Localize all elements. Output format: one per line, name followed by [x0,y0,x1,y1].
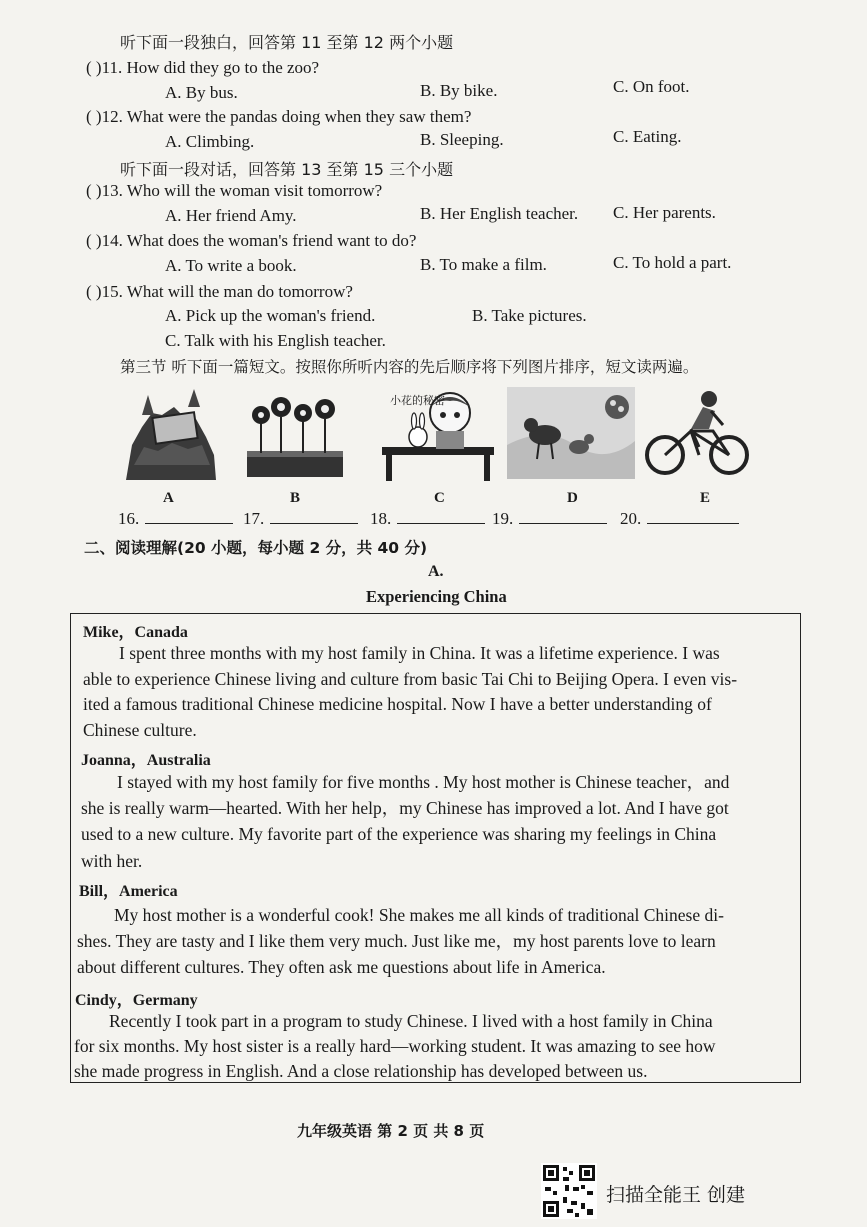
answer-blank-16[interactable] [118,509,233,529]
option-a: A. Her friend Amy. [165,206,297,225]
blank-number: 18. [370,509,392,528]
entry-cindy-line-3: she made progress in English. And a close relationship has developed between us. [74,1061,648,1081]
instruction-11-12: 听下面一段独白，回答第 11 至第 12 两个小题 [120,33,454,52]
entry-joanna-line-2: she is really warm—hearted. With her help，my Chinese has improved a lot. And I have got [81,798,729,818]
qr-code-icon [541,1163,597,1219]
entry-joanna-line-1: I stayed with my host family for five months . My host mother is Chinese teacher，and [117,772,730,792]
picture-b-flowers [243,385,348,485]
picture-d-animals [505,385,637,485]
question-text: What were the pandas doing when they saw them? [126,107,472,126]
question-number: ( )13. [86,181,123,200]
entry-mike-line-1: I spent three months with my host family in China. It was a lifetime experience. I was [119,643,720,663]
question-15 [86,282,353,302]
option-c: C. Talk with his English teacher. [165,331,386,350]
blank-number: 17. [243,509,265,528]
entry-joanna-line-4: with her. [81,851,143,871]
question-number: ( )11. [86,58,123,77]
option-b: B. By bike. [420,81,498,100]
option-c: C. Her parents. [613,203,716,222]
question-13 [86,181,382,201]
picture-b-label: B [290,490,301,506]
question-text: What will the man do tomorrow? [126,282,353,301]
option-b: B. Sleeping. [420,130,504,149]
picture-c-caption: 小花的秘密 [390,394,445,407]
section3-instruction: 第三节 听下面一篇短文。按照你所听内容的先后顺序将下列图片排序，短文读两遍。 [120,358,699,376]
option-b: B. Take pictures. [472,306,587,325]
option-a: A. By bus. [165,83,238,102]
entry-bill-line-3: about different cultures. They often ask me questions about life in America. [77,957,606,977]
answer-blank-17[interactable] [243,509,358,529]
question-number: ( )12. [86,107,123,126]
entry-cindy-line-1: Recently I took part in a program to study Chinese. I lived with a host family in China [109,1011,713,1031]
entry-mike-line-2: able to experience Chinese living and culture from basic Tai Chi to Beijing Opera. I even vis- [83,669,738,689]
scanner-watermark: 扫描全能王 创建 [606,1184,746,1206]
option-a: A. Climbing. [165,132,255,151]
question-14 [86,231,416,251]
picture-c-label: C [434,490,445,506]
option-a: A. Pick up the woman's friend. [165,306,376,325]
entry-mike-line-4: Chinese culture. [83,720,197,740]
blank-number: 19. [492,509,514,528]
option-b: B. Her English teacher. [420,204,579,223]
blank-line [270,509,358,524]
question-12 [86,107,471,127]
option-c: C. On foot. [613,77,690,96]
entry-name-mike: Mike，Canada [83,624,188,641]
passage-title: Experiencing China [366,587,507,606]
question-11 [86,58,319,78]
picture-e-label: E [700,490,711,506]
question-number: ( )14. [86,231,123,250]
blank-line [145,509,233,524]
entry-cindy-line-2: for six months. My host sister is a really hard—working student. It was amazing to see how [74,1036,716,1056]
option-b: B. To make a film. [420,255,547,274]
answer-blank-18[interactable] [370,509,485,529]
passage-box [70,613,801,1083]
blank-line [397,509,485,524]
picture-e-cyclist [643,385,753,485]
entry-joanna-line-3: used to a new culture. My favorite part of the experience was sharing my feelings in China [81,824,717,844]
entry-bill-line-1: My host mother is a wonderful cook! She makes me all kinds of traditional Chinese di- [114,905,724,925]
reading-part-label: A. [428,563,444,580]
page-footer: 九年级英语 第 2 页 共 8 页 [297,1122,485,1140]
blank-line [647,509,739,524]
entry-name-joanna: Joanna，Australia [81,752,211,769]
question-text: Who will the woman visit tomorrow? [126,181,383,200]
option-c: C. Eating. [613,127,682,146]
entry-mike-line-3: ited a famous traditional Chinese medicine hospital. Now I have a better understanding of [83,694,712,714]
blank-number: 16. [118,509,140,528]
picture-a-label: A [163,490,174,506]
answer-blank-20[interactable] [620,509,739,529]
question-text: What does the woman's friend want to do? [126,231,417,250]
picture-d-label: D [567,490,578,506]
question-text: How did they go to the zoo? [126,58,320,77]
question-number: ( )15. [86,282,123,301]
instruction-13-15: 听下面一段对话，回答第 13 至第 15 三个小题 [120,160,454,179]
option-a: A. To write a book. [165,256,297,275]
entry-name-bill: Bill，America [79,883,178,900]
entry-name-cindy: Cindy，Germany [75,992,198,1009]
answer-blank-19[interactable] [492,509,607,529]
blank-number: 20. [620,509,642,528]
picture-a-rock-sign [122,385,218,485]
entry-bill-line-2: shes. They are tasty and I like them very much. Just like me，my host parents love to learn [77,931,716,951]
option-c: C. To hold a part. [613,253,732,272]
blank-line [519,509,607,524]
reading-heading: 二、阅读理解(20 小题，每小题 2 分，共 40 分) [84,539,428,557]
